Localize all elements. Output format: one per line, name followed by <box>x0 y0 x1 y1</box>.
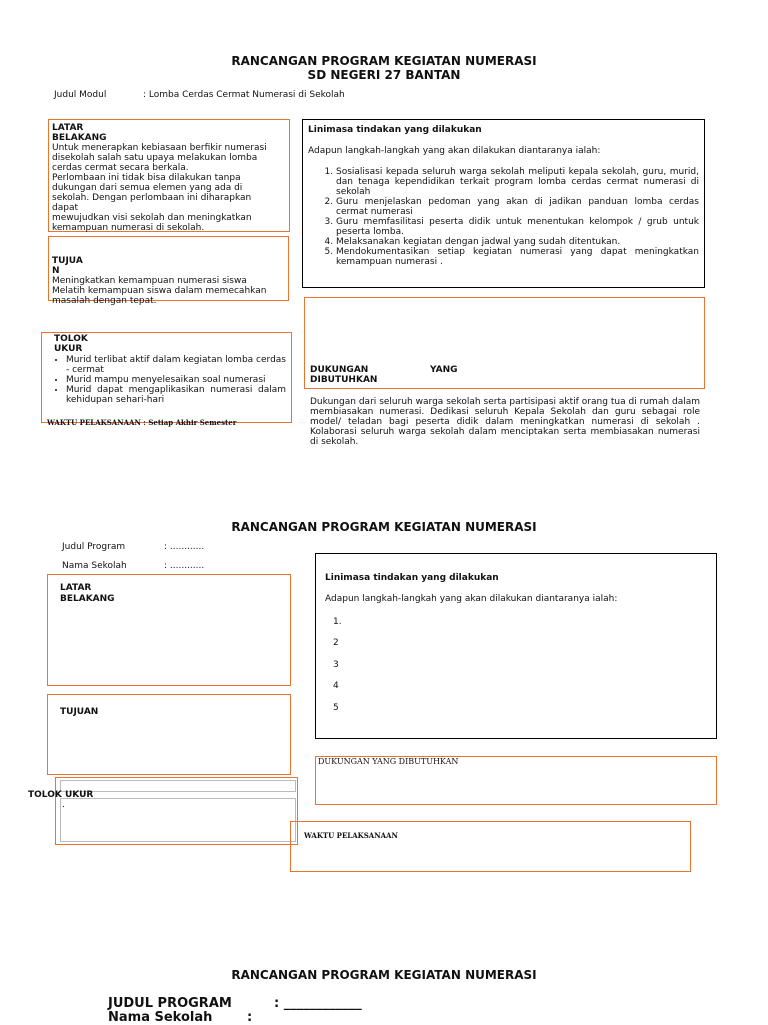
dukungan-heading: DUKUNGAN YANG DIBUTUHKAN <box>318 757 459 766</box>
latar-line: disekolah salah satu upaya melakukan lomba <box>52 153 258 163</box>
nama-sekolah-value[interactable]: : ............ <box>164 561 205 571</box>
waktu-heading: WAKTU PELAKSANAAN <box>304 831 398 840</box>
latar-line: kemampuan numerasi di sekolah. <box>52 223 205 233</box>
linimasa-number: 2 <box>333 638 339 648</box>
dukungan-heading: DUKUNGAN <box>310 365 369 375</box>
nama-sekolah-value[interactable]: : <box>247 1010 253 1025</box>
latar-line: Perlombaan ini tidak bisa dilakukan tanpa <box>52 173 241 183</box>
tujuan-line: Meningkatkan kemampuan numerasi siswa <box>52 276 247 286</box>
tolok-dot: . <box>62 800 65 810</box>
linimasa-number: 1. <box>333 617 342 627</box>
linimasa-number: 4 <box>333 681 339 691</box>
tolok-ukur-list <box>50 355 286 405</box>
tolok-heading: TOLOK <box>54 334 88 344</box>
linimasa-list <box>308 167 699 267</box>
list-item: 1. Sosialisasi kepada seluruh warga sekolah meliputi kepala sekolah, guru, murid, dan tenaga kependidikan terkait program lomba cerdas cermat numerasi di sekolah <box>336 167 699 197</box>
list-item: • Murid mampu menyelesaikan soal numerasi <box>66 375 286 385</box>
list-item: • Murid dapat mengaplikasikan numerasi dalam kehidupan sehari-hari <box>66 385 286 405</box>
linimasa-heading: Linimasa tindakan yang dilakukan <box>308 125 482 135</box>
waktu-pelaksanaan: WAKTU PELAKSANAAN : Setiap Akhir Semester <box>47 418 237 427</box>
tolok-ukur-heading: TOLOK UKUR <box>28 790 94 800</box>
latar-line: dukungan dari semua elemen yang ada di <box>52 183 243 193</box>
latar-line: dapat <box>52 203 78 213</box>
linimasa-list-wrap <box>308 167 699 267</box>
tolok-list-wrap <box>50 355 286 405</box>
doc-title: RANCANGAN PROGRAM KEGIATAN NUMERASI <box>231 54 537 68</box>
tolok-ukur-section <box>54 334 286 354</box>
linimasa-number: 3 <box>333 660 339 670</box>
tolok-input-1[interactable] <box>60 780 296 792</box>
tujuan-section <box>52 256 285 306</box>
latar-heading: LATAR <box>60 583 92 593</box>
list-item: 2. Guru menjelaskan pedoman yang akan di jadikan panduan lomba cerdas cermat numerasi <box>336 197 699 217</box>
list-item: 4. Melaksanakan kegiatan dengan jadwal yang sudah ditentukan. <box>336 237 699 247</box>
nama-sekolah-label: Nama Sekolah <box>108 1010 213 1025</box>
judul-program-value[interactable]: : ............ <box>164 542 205 552</box>
judul-program-label: JUDUL PROGRAM <box>108 996 232 1011</box>
school-name: SD NEGERI 27 BANTAN <box>307 68 461 82</box>
linimasa-intro: Adapun langkah-langkah yang akan dilakukan diantaranya ialah: <box>325 594 618 604</box>
latar-line: mewujudkan visi sekolah dan meningkatkan <box>52 213 252 223</box>
list-item: • Murid terlibat aktif dalam kegiatan lomba cerdas - cermat <box>66 355 286 375</box>
section3-title: RANCANGAN PROGRAM KEGIATAN NUMERASI <box>231 968 537 982</box>
section2-title: RANCANGAN PROGRAM KEGIATAN NUMERASI <box>231 520 537 534</box>
tujuan-line: Melatih kemampuan siswa dalam memecahkan <box>52 286 267 296</box>
list-item: 3. Guru memfasilitasi peserta didik untuk menentukan kelompok / grub untuk peserta lomba. <box>336 217 699 237</box>
judul-modul-label: Judul Modul <box>54 90 107 100</box>
latar-line: Untuk menerapkan kebiasaan berfikir numerasi <box>52 143 267 153</box>
linimasa-heading: Linimasa tindakan yang dilakukan <box>325 573 499 583</box>
tujuan-heading-n: N <box>52 266 60 276</box>
dukungan-text: Dukungan dari seluruh warga sekolah serta partisipasi aktif orang tua di rumah dalam membiasakan numerasi. Dedikasi seluruh Kepala Sekolah dan guru sebagai role model/ teladan bagi peserta didik dalam meningkatkan numerasi di sekolah . Kolaborasi seluruh warga sekolah dalam menciptakan serta membiasakan numerasi di sekolah. <box>310 397 700 447</box>
belakang-heading: BELAKANG <box>52 133 107 143</box>
tolok-input-2[interactable] <box>60 798 296 842</box>
latar-belakang-section <box>52 123 285 233</box>
linimasa-intro: Adapun langkah-langkah yang akan dilakukan diantaranya ialah: <box>308 146 601 156</box>
judul-program-value[interactable]: : ____________ <box>274 996 362 1011</box>
latar-heading: LATAR <box>52 123 84 133</box>
latar-line: sekolah. Dengan perlombaan ini diharapkan <box>52 193 252 203</box>
belakang-heading: BELAKANG <box>60 594 115 604</box>
latar-line: cerdas cermat secara berkala. <box>52 163 189 173</box>
waktu-form-box[interactable] <box>290 821 691 872</box>
linimasa-number: 5 <box>333 703 339 713</box>
yang-heading: YANG <box>430 365 458 375</box>
list-item: 5. Mendokumentasikan setiap kegiatan numerasi yang dapat meningkatkan kemampuan numerasi . <box>336 247 699 267</box>
ukur-heading: UKUR <box>54 344 83 354</box>
judul-modul-value: : Lomba Cerdas Cermat Numerasi di Sekolah <box>143 90 345 100</box>
tujuan-line: masalah dengan tepat. <box>52 296 157 306</box>
tujuan-heading: TUJUA <box>52 256 83 266</box>
dibutuhkan-heading: DIBUTUHKAN <box>310 375 378 385</box>
judul-program-label: Judul Program <box>62 542 126 552</box>
tujuan-heading: TUJUAN <box>60 707 99 717</box>
nama-sekolah-label: Nama Sekolah <box>62 561 127 571</box>
